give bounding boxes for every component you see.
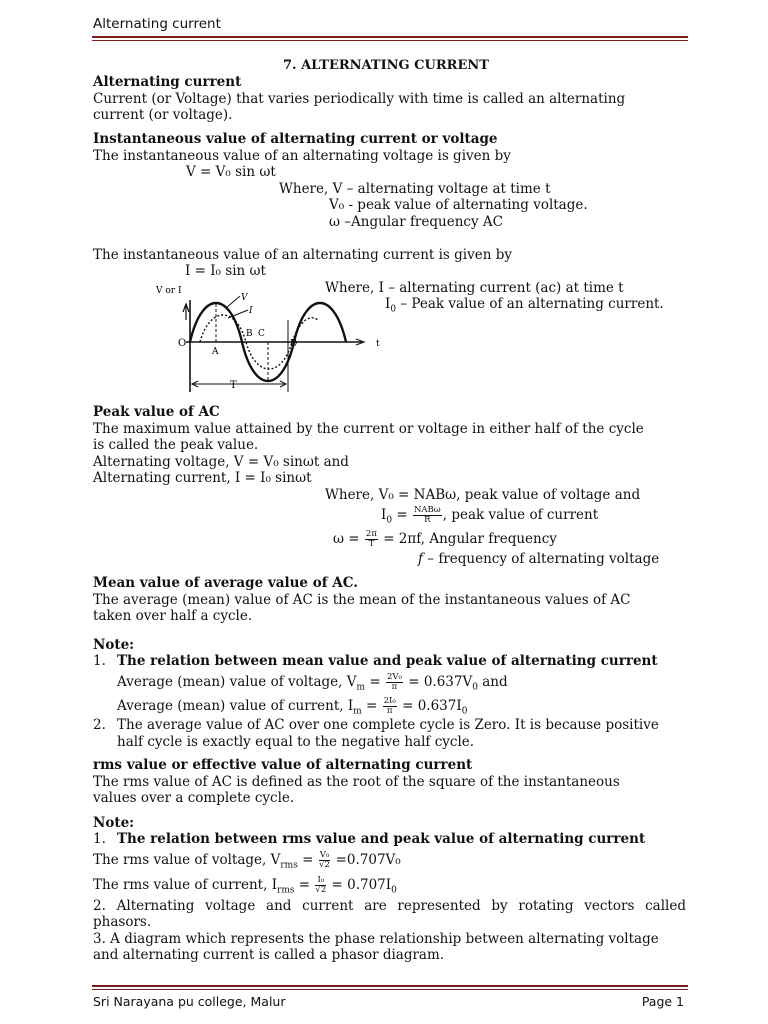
instantaneous-voltage-intro: The instantaneous value of an alternating voltage is given by	[93, 148, 511, 164]
mean-note2-line2: half cycle is exactly equal to the negative half cycle.	[117, 734, 475, 750]
angular-frequency-formula: ω = $\frac{2\pi}{T}$ = 2πf, Angular frequency	[333, 529, 557, 549]
mean-note2-line1: The average value of AC over one complete cycle is Zero. It is because positive	[117, 717, 659, 733]
voltage-where-line3: ω –Angular frequency AC	[329, 214, 503, 230]
heading-rms-value: rms value or effective value of alternating current	[93, 757, 473, 773]
peak-definition-line2: is called the peak value.	[93, 437, 259, 453]
phasor-point3-line1: 3. A diagram which represents the phase relationship between alternating voltage	[93, 931, 659, 947]
rms-note1-number: 1.	[93, 831, 106, 847]
voltage-equation: V = V₀ sin ωt	[186, 164, 276, 180]
header-rule-thin	[92, 40, 688, 41]
peak-voltage-equation: Alternating voltage, V = V₀ sinωt and	[93, 454, 349, 470]
heading-peak-value: Peak value of AC	[93, 404, 220, 420]
rms-note1-text: The relation between rms value and peak value of alternating current	[117, 831, 646, 847]
graph-point-b: B	[246, 329, 253, 339]
rms-voltage-formula: The rms value of voltage, $V_{rms}$ = $\frac{\text{V₀}}{√2}$ =0.707V₀	[93, 850, 401, 871]
graph-v-label: V	[241, 293, 248, 303]
heading-mean-value: Mean value of average value of AC.	[93, 575, 358, 591]
current-equation: I = I₀ sin ωt	[185, 263, 266, 279]
footer-college: Sri Narayana pu college, Malur	[93, 994, 286, 1009]
footer-rule-thin	[92, 989, 688, 990]
peak-current-equation: Alternating current, I = I₀ sinωt	[93, 470, 312, 486]
graph-origin-label: O	[178, 338, 187, 349]
mean-note1-number: 1.	[93, 653, 106, 669]
footer-page-number: Page 1	[641, 994, 684, 1009]
mean-definition-line1: The average (mean) value of AC is the mean of the instantaneous values of AC	[93, 592, 631, 608]
phasor-point2-line1: 2. Alternating voltage and current are represented by rotating vectors called	[93, 898, 686, 914]
peak-current-formula: $I_0$ = NABω R , peak value of current	[381, 505, 599, 526]
ac-definition-line2: current (or voltage).	[93, 107, 233, 123]
phasor-point3-line2: and alternating current is called a phasor diagram.	[93, 947, 445, 963]
rms-definition-line2: values over a complete cycle.	[93, 790, 295, 806]
voltage-where-line1: Where, V – alternating voltage at time t	[279, 181, 551, 197]
running-header: Alternating current	[93, 16, 221, 32]
mean-note1-text: The relation between mean value and peak value of alternating current	[117, 653, 658, 669]
graph-point-d: D	[290, 339, 298, 349]
graph-i-label: I	[249, 306, 253, 316]
peak-definition-line1: The maximum value attained by the current or voltage in either half of the cycle	[93, 421, 644, 437]
mean-voltage-formula: Average (mean) value of voltage, $V_m$ = $\frac{\text{2V₀}}{\pi}$ = $0.637V_0$ and	[117, 672, 508, 693]
note-label-mean: Note:	[93, 637, 135, 653]
current-where-line2: $I_0$ – Peak value of an alternating current.	[385, 296, 664, 315]
ac-waveform-graph	[150, 280, 390, 400]
heading-alternating-current: Alternating current	[93, 74, 242, 90]
rms-current-formula: The rms value of current, $I_{rms}$ = $\frac{\text{I₀}}{√2}$ = $0.707I_0$	[93, 875, 397, 896]
mean-note2-number: 2.	[93, 717, 106, 733]
graph-point-c: C	[258, 329, 265, 339]
phasor-point2-line2: phasors.	[93, 914, 152, 930]
footer-rule	[92, 985, 688, 987]
instantaneous-current-intro: The instantaneous value of an alternating current is given by	[93, 247, 512, 263]
heading-instantaneous-value: Instantaneous value of alternating current or voltage	[93, 131, 498, 147]
voltage-where-line2: V₀ - peak value of alternating voltage.	[329, 197, 588, 213]
note-label-rms: Note:	[93, 815, 135, 831]
peak-where-line: Where, V₀ = NABω, peak value of voltage and	[325, 487, 641, 503]
graph-y-label: V or I	[156, 286, 182, 296]
chapter-title: 7. ALTERNATING CURRENT	[283, 58, 489, 73]
mean-definition-line2: taken over half a cycle.	[93, 608, 253, 624]
ac-definition-line1: Current (or Voltage) that varies periodically with time is called an alternating	[93, 91, 626, 107]
graph-t-label: t	[376, 339, 380, 349]
rms-definition-line1: The rms value of AC is defined as the root of the square of the instantaneous	[93, 774, 620, 790]
graph-point-a: A	[212, 347, 219, 357]
graph-period-label: T	[230, 380, 237, 391]
header-rule	[92, 36, 688, 38]
mean-current-formula: Average (mean) value of current, $I_m$ = $\frac{\text{2I₀}}{\pi}$ = $0.637I_0$	[117, 696, 468, 717]
frequency-definition: f – frequency of alternating voltage	[418, 551, 660, 567]
current-where-line1: Where, I – alternating current (ac) at time t	[325, 280, 624, 296]
